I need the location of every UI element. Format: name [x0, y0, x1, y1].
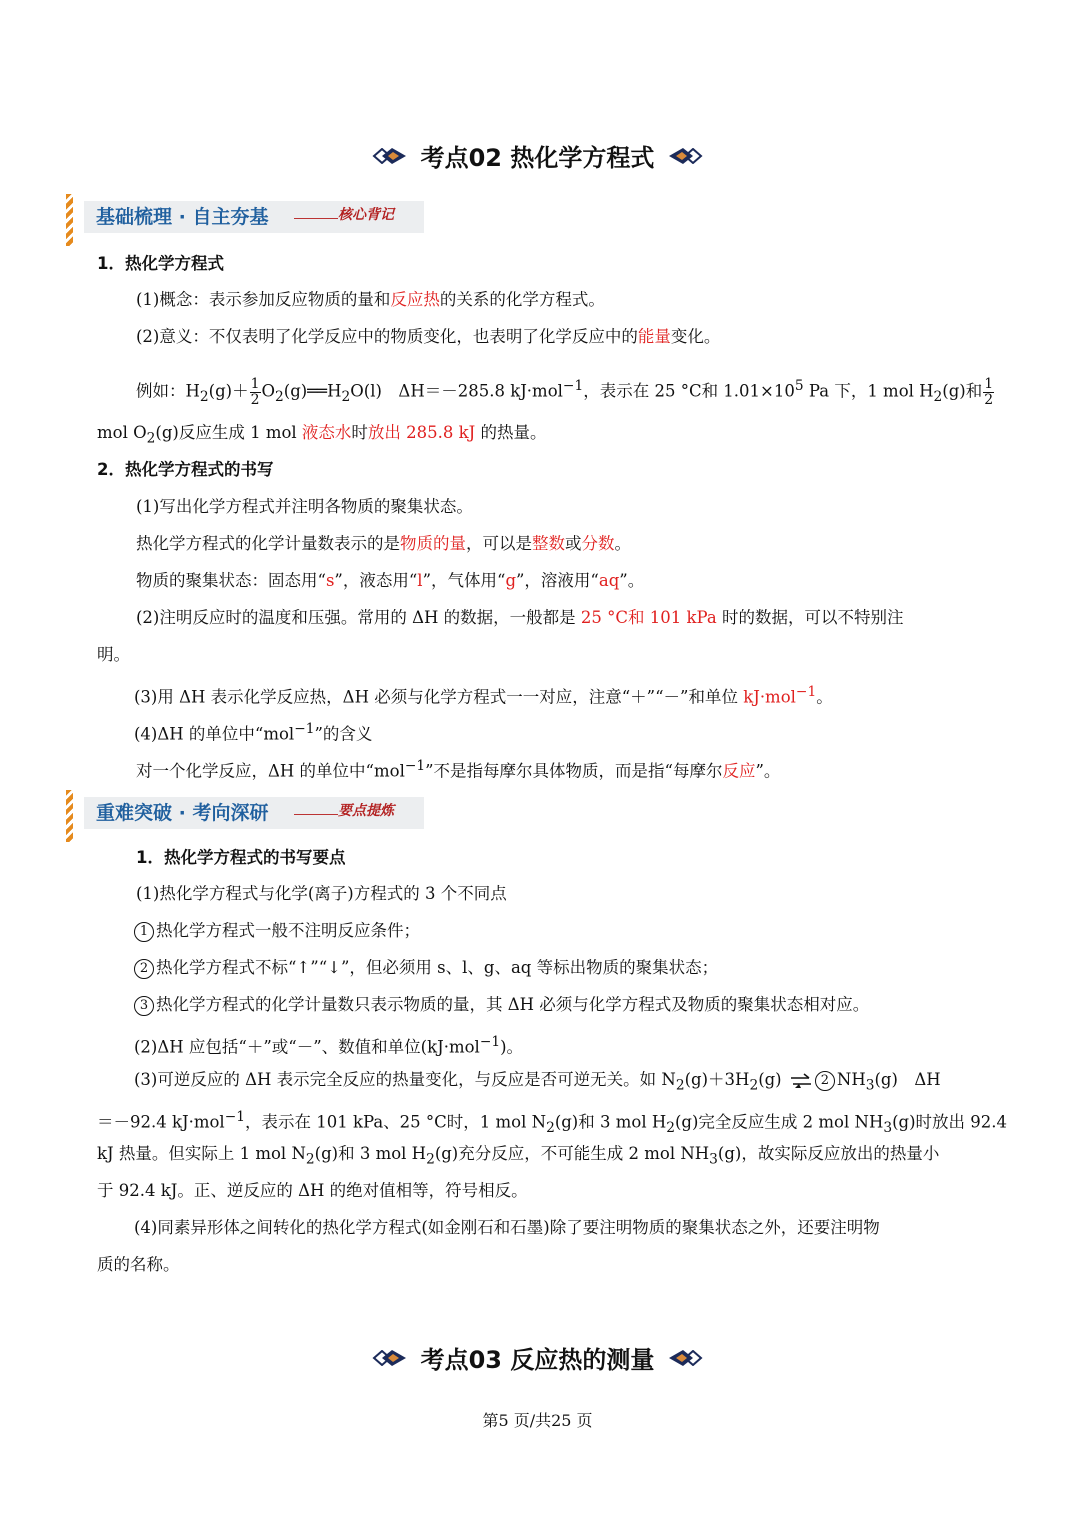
reversible-line-2: ＝－92.4 kJ·mol$^{-1}$，表示在 101 kPa、25 °C时，1 mol $N_2(g)$和 3 mol $H_2(g)$完全反应生成 2 mol $NH_3(g)$时放出 92.4 — [97, 1109, 1008, 1136]
writing-line-4: (2)注明反应时的温度和压强。常用的 ΔH 的数据，一般都是 25 °C和 101 kPa 时的数据，可以不特别注 — [136, 608, 904, 627]
diff-item-3: 3 热化学方程式的化学计量数只表示物质的量，其 ΔH 必须与化学方程式及物质的聚集状态相对应。 — [134, 993, 869, 1017]
writing-line-4-cont: 明。 — [97, 645, 130, 664]
diff-intro: (1)热化学方程式与化学(离子)方程式的 3 个不同点 — [136, 884, 507, 903]
concept-line: (1)概念：表示参加反应物质的量和反应热的关系的化学方程式。 — [136, 290, 605, 309]
diamond-ornament-icon — [667, 148, 703, 164]
reversible-line-4: 于 92.4 kJ。正、逆反应的 ΔH 的绝对值相等，符号相反。 — [97, 1181, 528, 1200]
allotrope-line-2: 质的名称。 — [97, 1255, 180, 1274]
fraction: $\frac{1}{2}$ — [984, 375, 994, 408]
diamond-ornament-icon — [667, 1350, 703, 1366]
diff-item-1: 1 热化学方程式一般不注明反应条件； — [134, 919, 420, 943]
topic-header-03 — [0, 1340, 1075, 1375]
example-line: 例如：$H_2(g)+$ $\frac{1}{2}$ $O_2(g)══H_2O(l)$ ΔH＝－285.8 kJ·mol$^{-1}$，表示在 25 °C和 $1.01\times 10^5$ Pa 下，1 mol $H_2(g)$和 $\frac{1}{2}$ — [136, 375, 994, 408]
diamond-ornament-icon — [372, 148, 408, 164]
page-footer: 第5 页/共25 页 — [482, 1411, 593, 1430]
circled-number: 2 — [815, 1071, 835, 1091]
circled-number: 2 — [134, 959, 154, 979]
diff-item-2: 2 热化学方程式不标“↑”“↓”，但必须用 s、l、g、aq 等标出物质的聚集状态； — [134, 956, 718, 980]
writing-line-5: (3)用 ΔH 表示化学反应热，ΔH 必须与化学方程式一一对应，注意“＋”“－”和单位 kJ·mol$^{-1}$。 — [134, 684, 833, 707]
topic-title: 考点02 热化学方程式 — [420, 144, 655, 172]
stripe-decoration — [66, 194, 73, 246]
reversible-line-3: kJ 热量。但实际上 1 mol $N_2(g)$和 3 mol $H_2(g)$充分反应，不可能生成 2 mol $NH_3(g)$，故实际反应放出的热量小 — [97, 1144, 940, 1168]
circled-number: 3 — [134, 996, 154, 1016]
writing-line-3: 物质的聚集状态：固态用“s”，液态用“l”，气体用“g”，溶液用“aq”。 — [136, 571, 645, 590]
topic-title: 考点03 反应热的测量 — [420, 1346, 655, 1374]
delta-h-line: (2)ΔH 应包括“＋”或“－”、数值和单位(kJ·mol$^{-1}$)。 — [134, 1034, 524, 1057]
banner-dash — [294, 218, 338, 219]
section-subtitle: 核心背记 — [338, 207, 394, 223]
writing-line-1: (1)写出化学方程式并注明各物质的聚集状态。 — [136, 497, 473, 516]
heading-1: 1．热化学方程式 — [97, 254, 224, 273]
writing-line-6: (4)ΔH 的单位中“mol$^{-1}$”的含义 — [134, 721, 373, 744]
reversible-line-1: (3)可逆反应的 ΔH 表示完全反应的热量变化，与反应是否可逆无关。如 $N_2(g)+3H_2(g)$ 2 $NH_3(g)$ ΔH — [134, 1070, 941, 1094]
section-title: 基础梳理 · 自主夯基 — [96, 206, 269, 228]
allotrope-line-1: (4)同素异形体之间转化的热化学方程式(如金刚石和石墨)除了要注明物质的聚集状态之外，还要注明物 — [134, 1218, 880, 1237]
meaning-line: (2)意义：不仅表明了化学反应中的物质变化，也表明了化学反应中的能量变化。 — [136, 327, 721, 346]
writing-line-7: 对一个化学反应，ΔH 的单位中“mol$^{-1}$”不是指每摩尔具体物质，而是指“每摩尔反应”。 — [136, 758, 781, 781]
banner-dash — [294, 814, 338, 815]
heading-2: 2．热化学方程式的书写 — [97, 460, 274, 479]
reversible-arrow-icon — [789, 1072, 813, 1090]
stripe-decoration — [66, 790, 73, 842]
diamond-ornament-icon — [372, 1350, 408, 1366]
circled-number: 1 — [134, 922, 154, 942]
topic-header-02 — [0, 138, 1075, 173]
writing-line-2: 热化学方程式的化学计量数表示的是物质的量，可以是整数或分数。 — [136, 534, 631, 553]
section-subtitle: 要点提炼 — [338, 803, 394, 819]
example-line-2: mol $O_2(g)$反应生成 1 mol 液态水时放出 285.8 kJ 的热量。 — [97, 423, 547, 447]
section-title: 重难突破 · 考向深研 — [96, 802, 269, 824]
heading-key-1: 1．热化学方程式的书写要点 — [136, 848, 346, 867]
fraction: $\frac{1}{2}$ — [250, 375, 260, 408]
